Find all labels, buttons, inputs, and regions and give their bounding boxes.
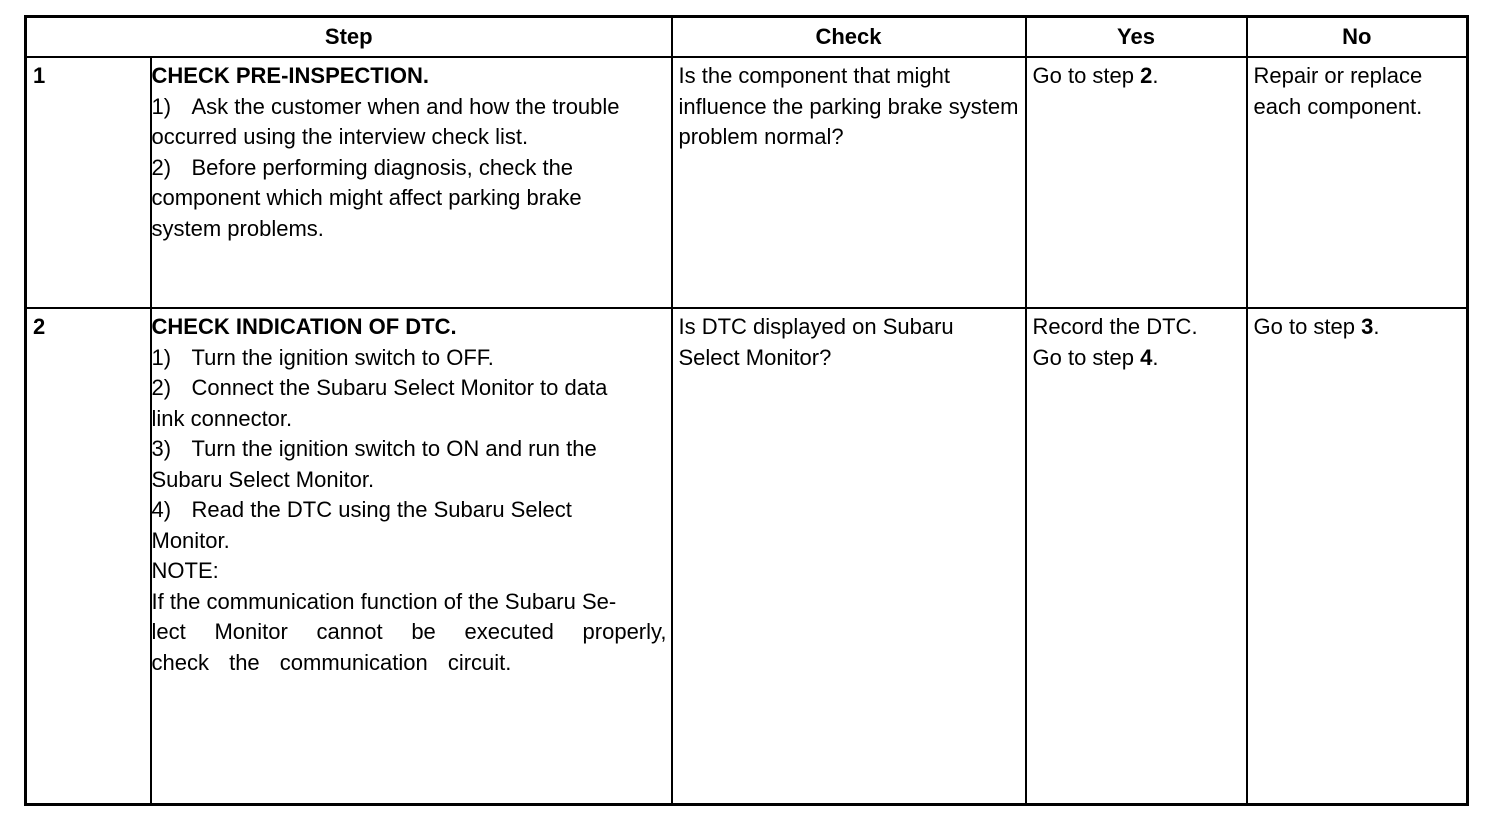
note-label: NOTE: <box>151 558 219 583</box>
step-reference: 4 <box>1140 344 1153 370</box>
step-reference: 2 <box>1140 63 1153 88</box>
step-description <box>151 57 672 308</box>
procedure-item-continued: Monitor. <box>151 527 230 553</box>
step-title: CHECK PRE-INSPECTION. <box>151 63 429 88</box>
procedure-item: 3) Turn the ignition switch to ON and run the <box>151 436 597 461</box>
procedure-item: 2) Connect the Subaru Select Monitor to data <box>151 375 608 400</box>
step-number: 2 <box>26 308 151 805</box>
header-row <box>26 17 1468 58</box>
note-text: If the communication function of the Subaru Se- <box>151 588 617 614</box>
diagnostic-table <box>24 15 1469 806</box>
procedure-item: 2) Before performing diagnosis, check the <box>151 154 574 180</box>
check-question: Is DTC displayed on Subaru Select Monitor? <box>672 308 1026 805</box>
header-no: No <box>1247 17 1468 58</box>
no-action: Go to step 3. <box>1247 308 1468 805</box>
note-text: lect Monitor cannot be executed properly, <box>151 619 667 644</box>
step-title: CHECK INDICATION OF DTC. <box>151 314 457 339</box>
header-yes: Yes <box>1026 17 1247 58</box>
yes-action: Go to step 2. <box>1026 57 1247 308</box>
procedure-item-continued: link connector. <box>151 405 293 431</box>
procedure-item-continued: Subaru Select Monitor. <box>151 466 375 492</box>
header-step: Step <box>26 17 672 58</box>
header-check: Check <box>672 17 1026 58</box>
table-row <box>26 308 1468 805</box>
check-question: Is the component that might influence the parking brake system problem normal? <box>672 57 1026 308</box>
procedure-item-continued: occurred using the interview check list. <box>151 124 529 149</box>
step-number: 1 <box>26 57 151 308</box>
procedure-item-continued: system problems. <box>151 215 324 241</box>
procedure-item: 4) Read the DTC using the Subaru Select <box>151 497 572 522</box>
procedure-item: 1) Turn the ignition switch to OFF. <box>151 344 494 370</box>
procedure-item: 1) Ask the customer when and how the trouble <box>151 93 620 119</box>
step-description <box>151 308 672 805</box>
step-reference: 3 <box>1361 314 1374 339</box>
yes-action: Record the DTC. Go to step 4. <box>1026 308 1247 805</box>
table-row <box>26 57 1468 308</box>
note-text: check the communication circuit. <box>151 649 512 675</box>
no-action: Repair or replace each component. <box>1247 57 1468 308</box>
procedure-item-continued: component which might affect parking brake <box>151 185 582 210</box>
